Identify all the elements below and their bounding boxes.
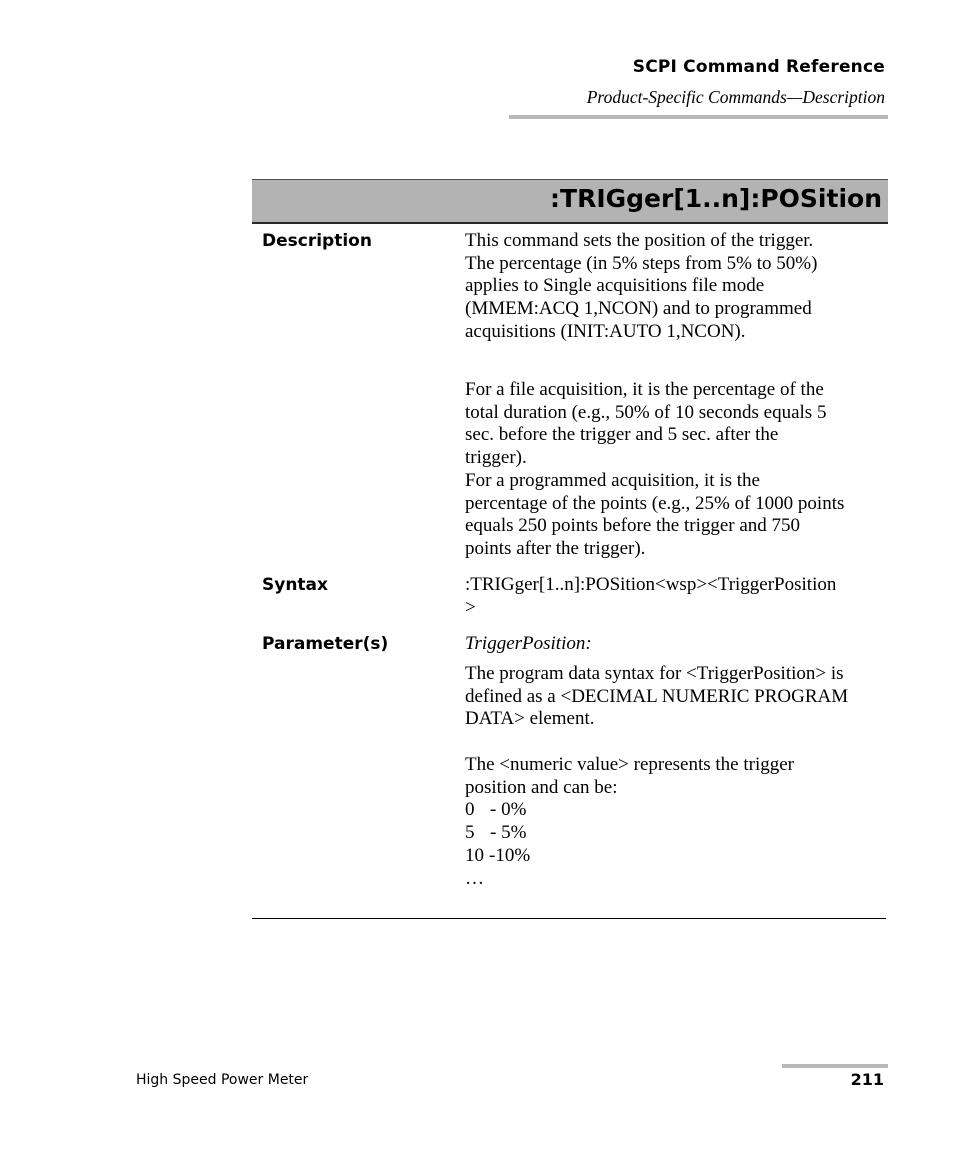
command-title: :TRIGger[1..n]:POSition	[550, 184, 882, 213]
text-line: defined as a <DECIMAL NUMERIC PROGRAM	[465, 685, 849, 707]
value-list-item	[465, 799, 883, 822]
value-number: 0	[465, 799, 475, 821]
text-line: DATA> element.	[465, 708, 595, 730]
syntax-label: Syntax	[262, 575, 328, 595]
page-number: 211	[850, 1070, 884, 1089]
value-description: - 5%	[490, 822, 527, 844]
parameters-label: Parameter(s)	[262, 634, 389, 654]
footer-divider	[782, 1064, 888, 1068]
text-line: >	[465, 596, 476, 618]
text-line: TriggerPosition:	[465, 633, 592, 654]
text-line: percentage of the points (e.g., 25% of 1000 points	[465, 492, 845, 514]
value-list-item	[465, 845, 883, 868]
value-list-ellipsis: …	[465, 867, 484, 889]
text-line: sec. before the trigger and 5 sec. after the	[465, 424, 779, 446]
text-line: This command sets the position of the trigger.	[465, 230, 814, 251]
text-line: The <numeric value> represents the trigger	[465, 754, 794, 775]
text-line: trigger).	[465, 447, 527, 469]
parameters-paragraph-1	[465, 663, 883, 731]
description-label: Description	[262, 231, 372, 251]
table-bottom-rule	[252, 918, 886, 919]
description-paragraph-1	[465, 230, 883, 344]
value-number: 10	[465, 844, 484, 866]
parameters-paragraph-2	[465, 754, 883, 890]
text-line: acquisitions (INIT:AUTO 1,NCON).	[465, 320, 746, 342]
text-line: For a programmed acquisition, it is the	[465, 469, 760, 491]
text-line: total duration (e.g., 50% of 10 seconds equals 5	[465, 401, 827, 423]
text-line: equals 250 points before the trigger and 750	[465, 515, 801, 537]
header-divider	[509, 115, 888, 119]
command-title-bar	[252, 179, 888, 224]
text-line: position and can be:	[465, 776, 618, 798]
text-line: applies to Single acquisitions file mode	[465, 275, 765, 297]
description-paragraph-2	[465, 379, 883, 561]
footer-product-name: High Speed Power Meter	[136, 1072, 309, 1088]
running-header-subtitle: Product-Specific Commands—Description	[586, 87, 885, 107]
value-number: 5	[465, 822, 475, 844]
value-description: - 0%	[490, 799, 527, 821]
text-line: :TRIGger[1..n]:POSition<wsp><TriggerPosition	[465, 574, 837, 595]
text-line: For a file acquisition, it is the percentage of the	[465, 379, 824, 400]
running-header-title: SCPI Command Reference	[632, 57, 885, 77]
text-line: points after the trigger).	[465, 537, 646, 559]
text-line: The percentage (in 5% steps from 5% to 50%)	[465, 252, 818, 274]
text-line: The program data syntax for <TriggerPosition> is	[465, 663, 844, 684]
parameter-name	[465, 633, 883, 656]
value-list-item	[465, 822, 883, 845]
syntax-text	[465, 574, 883, 619]
text-line: (MMEM:ACQ 1,NCON) and to programmed	[465, 298, 812, 320]
value-description: -10%	[489, 844, 531, 866]
